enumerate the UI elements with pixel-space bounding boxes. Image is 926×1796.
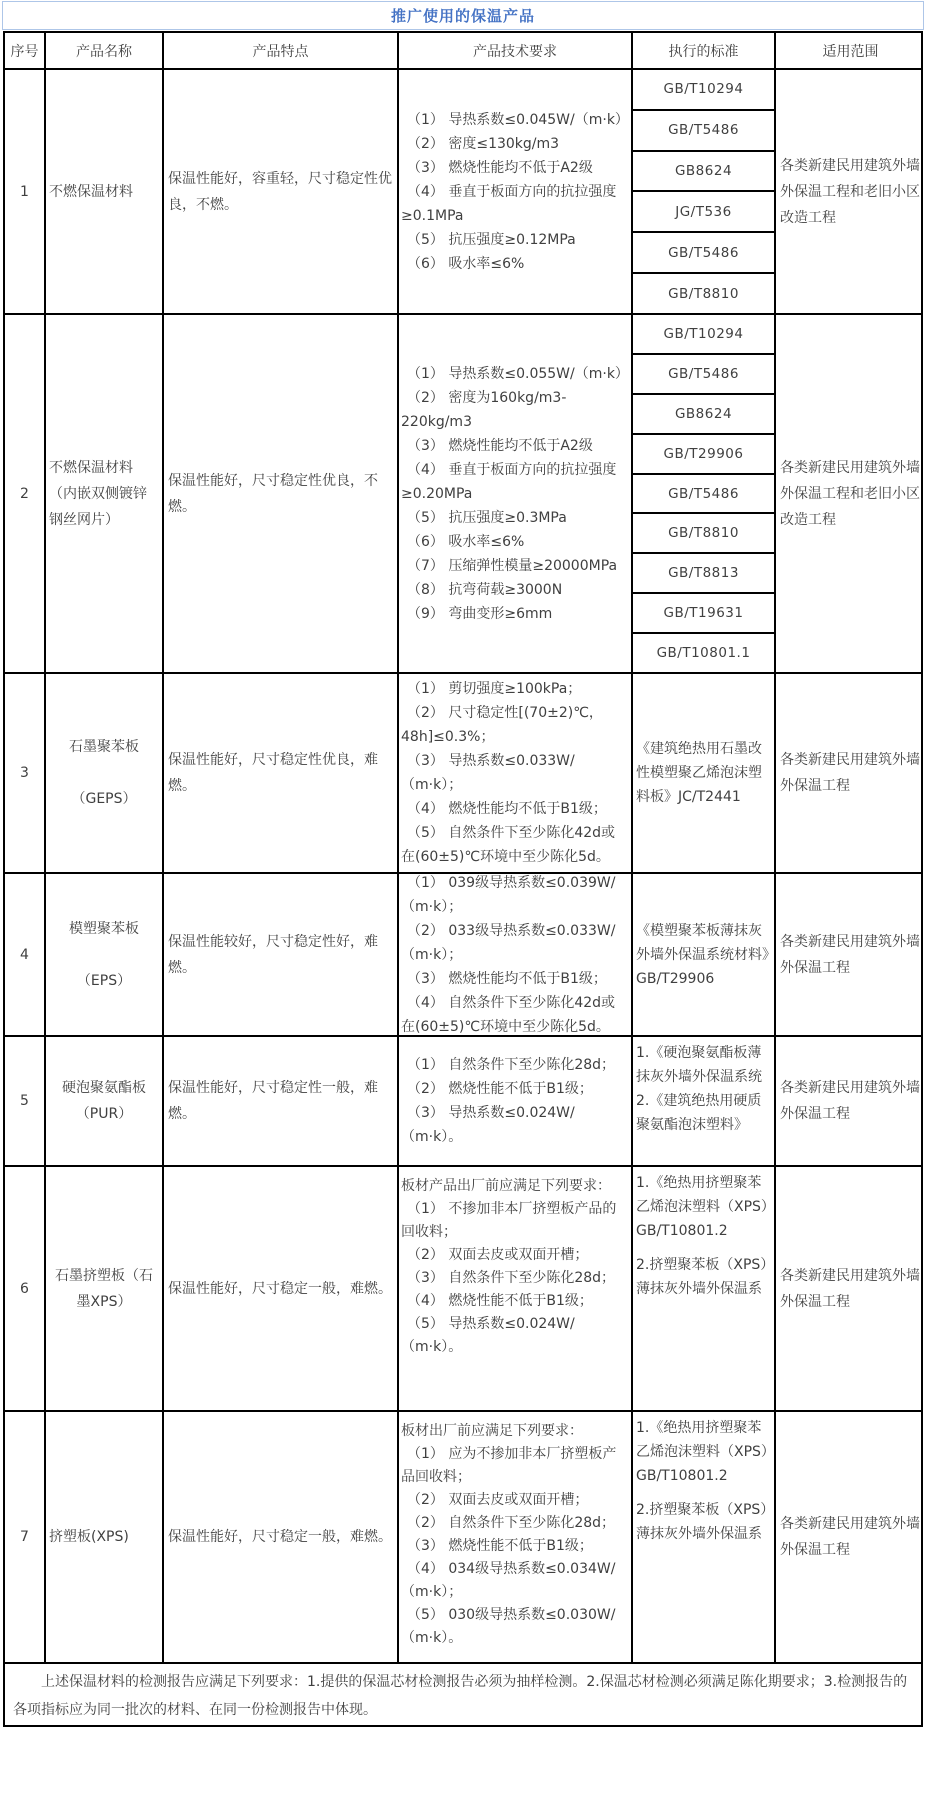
product-name-abbr: （EPS） <box>76 972 132 989</box>
table-row <box>5 672 921 872</box>
standard-item: GB/T5486 <box>633 111 774 152</box>
cell-product-features <box>162 315 397 672</box>
product-features-text: 保温性能好，尺寸稳定性优良，不燃。 <box>168 472 378 515</box>
requirement-item: （4） 燃烧性能均不低于B1级； <box>407 801 607 817</box>
cell-technical-requirements <box>397 1167 631 1410</box>
standard-item: JG/T536 <box>633 192 774 233</box>
cell-serial-number: 1 <box>20 183 29 200</box>
standard-item: 1.《绝热用挤塑聚苯乙烯泡沫塑料（XPS）GB/T10801.2 <box>636 1420 768 1484</box>
scope-text: 各类新建民用建筑外墙外保温工程 <box>780 933 920 976</box>
cell-standards <box>631 315 774 672</box>
requirement-item: （3） 燃烧性能均不低于A2级 <box>407 159 593 176</box>
cell-serial-number: 3 <box>20 765 29 781</box>
cell-standards <box>631 674 774 872</box>
standard-item: GB/T5486 <box>633 233 774 274</box>
cell-product-features <box>162 70 397 313</box>
requirement-item: （7） 压缩弹性模量≥20000MPa <box>407 557 618 574</box>
requirement-item: （4） 燃烧性能不低于B1级； <box>407 1293 593 1309</box>
standard-item: GB8624 <box>633 152 774 193</box>
standard-item: 1.《硬泡聚氨酯板薄抹灰外墙外保温系统 <box>636 1045 762 1085</box>
cell-product-features <box>162 1167 397 1410</box>
cell-product-name <box>44 70 162 313</box>
column-header-serial: 序号 <box>10 43 39 60</box>
requirement-item: （2） 双面去皮或双面开槽； <box>407 1247 589 1263</box>
product-name-text: 不燃保温材料（内嵌双侧镀锌钢丝网片） <box>49 459 147 528</box>
product-name-abbr: （PUR） <box>75 1106 133 1122</box>
cell-product-name <box>44 874 162 1035</box>
cell-standards <box>631 1412 774 1662</box>
product-features-text: 保温性能好，尺寸稳定性优良，难燃。 <box>168 752 378 794</box>
requirement-item: （3） 燃烧性能均不低于B1级； <box>407 970 607 987</box>
scope-text: 各类新建民用建筑外墙外保温工程 <box>780 1267 920 1310</box>
cell-standards <box>631 1037 774 1165</box>
product-features-text: 保温性能好，尺寸稳定一般，难燃。 <box>168 1529 392 1545</box>
footer-note-text: 上述保温材料的检测报告应满足下列要求：1.提供的保温芯材检测报告必须为抽样检测。2.保温芯材检测必须满足陈化期要求；3.检测报告的各项指标应为同一批次的材料、在同一份检测报告中体现。 <box>13 1674 908 1718</box>
requirement-item: （2） 033级导热系数≤0.033W/（m·k）； <box>401 922 616 963</box>
product-features-text: 保温性能较好，尺寸稳定性好，难燃。 <box>168 933 378 976</box>
cell-scope <box>774 315 925 672</box>
cell-technical-requirements <box>397 315 631 672</box>
product-name-text: 硬泡聚氨酯板 <box>62 1080 146 1096</box>
cell-technical-requirements <box>397 874 631 1035</box>
table-row <box>5 1035 921 1165</box>
requirement-item: （2） 密度为160kg/m3-220kg/m3 <box>401 389 567 430</box>
title-bar <box>2 1 924 30</box>
cell-scope <box>774 70 925 313</box>
requirement-item: （1） 应为不掺加非本厂挤塑板产品回收料； <box>401 1446 617 1485</box>
cell-serial-number: 5 <box>20 1093 29 1109</box>
requirement-item: （5） 导热系数≤0.024W/（m·k）。 <box>401 1316 575 1355</box>
table-row <box>5 68 921 313</box>
requirement-intro: 板材出厂前应满足下列要求： <box>401 1423 583 1439</box>
table-footer-note <box>5 1662 921 1725</box>
cell-product-name <box>44 315 162 672</box>
requirement-item: （3） 燃烧性能均不低于A2级 <box>407 437 593 454</box>
cell-serial-number: 7 <box>20 1529 29 1545</box>
column-header-requirements: 产品技术要求 <box>397 33 631 68</box>
scope-text: 各类新建民用建筑外墙外保温工程和老旧小区改造工程 <box>780 459 920 528</box>
table-header-row <box>5 33 921 68</box>
cell-scope <box>774 1412 925 1662</box>
product-name-text: 模塑聚苯板 <box>69 920 139 937</box>
cell-serial-number: 6 <box>20 1280 29 1297</box>
requirement-item: （3） 自然条件下至少陈化28d； <box>407 1270 616 1286</box>
standard-item: GB/T10294 <box>633 315 774 355</box>
cell-product-name <box>44 1412 162 1662</box>
requirement-item: （1） 剪切强度≥100kPa； <box>407 681 582 697</box>
product-name-abbr: （GEPS） <box>71 791 137 807</box>
product-name-text: 石墨聚苯板 <box>69 739 139 755</box>
page-title: 推广使用的保温产品 <box>390 7 535 25</box>
table-row <box>5 872 921 1035</box>
standard-item: 2.《建筑绝热用硬质聚氨酯泡沫塑料》 <box>636 1093 762 1133</box>
table-row <box>5 1165 921 1410</box>
cell-product-features <box>162 874 397 1035</box>
table-row <box>5 313 921 672</box>
standard-item: 《模塑聚苯板薄抹灰外墙外保温系统材料》GB/T29906 <box>636 922 769 987</box>
requirement-item: （1） 导热系数≤0.055W/（m·k） <box>407 365 629 382</box>
cell-serial-number: 4 <box>20 946 29 963</box>
cell-product-features <box>162 1037 397 1165</box>
cell-product-features <box>162 1412 397 1662</box>
cell-standards <box>631 1167 774 1410</box>
standard-item: 2.挤塑聚苯板（XPS）薄抹灰外墙外保温系 <box>636 1502 768 1542</box>
requirement-item: （2） 燃烧性能不低于B1级； <box>407 1081 593 1097</box>
standard-item: GB8624 <box>633 395 774 435</box>
scope-text: 各类新建民用建筑外墙外保温工程 <box>780 752 920 794</box>
products-table <box>3 31 923 1727</box>
requirement-item: （4） 垂直于板面方向的抗拉强度≥0.1MPa <box>401 183 617 224</box>
requirement-item: （3） 导热系数≤0.033W/（m·k）； <box>401 753 575 793</box>
standard-item: GB/T5486 <box>633 475 774 515</box>
standard-item: 1.《绝热用挤塑聚苯乙烯泡沫塑料（XPS）GB/T10801.2 <box>636 1175 768 1239</box>
cell-scope <box>774 874 925 1035</box>
product-name-text: 挤塑板(XPS) <box>49 1529 129 1545</box>
requirement-item: （5） 030级导热系数≤0.030W/（m·k）。 <box>401 1607 616 1646</box>
requirement-item: （6） 吸水率≤6% <box>407 533 525 550</box>
standard-item: 2.挤塑聚苯板（XPS）薄抹灰外墙外保温系 <box>636 1257 768 1297</box>
cell-standards <box>631 70 774 313</box>
cell-scope <box>774 674 925 872</box>
cell-scope <box>774 1037 925 1165</box>
standard-item: 《建筑绝热用石墨改性模塑聚乙烯泡沫塑料板》JC/T2441 <box>636 741 762 805</box>
requirement-item: （8） 抗弯荷载≥3000N <box>407 581 563 598</box>
standard-item: GB/T8813 <box>633 554 774 594</box>
insulation-products-table-page <box>0 1 926 1796</box>
cell-technical-requirements <box>397 1412 631 1662</box>
scope-text: 各类新建民用建筑外墙外保温工程 <box>780 1080 920 1122</box>
requirement-item: （1） 不掺加非本厂挤塑板产品的回收料； <box>401 1201 617 1240</box>
product-name-text: 不燃保温材料 <box>49 183 133 200</box>
product-features-text: 保温性能好，容重轻，尺寸稳定性优良，不燃。 <box>168 170 392 213</box>
requirement-item: （1） 自然条件下至少陈化28d； <box>407 1057 616 1073</box>
column-header-features: 产品特点 <box>162 33 397 68</box>
standard-item: GB/T10294 <box>633 70 774 111</box>
column-header-standards: 执行的标准 <box>631 33 774 68</box>
scope-text: 各类新建民用建筑外墙外保温工程和老旧小区改造工程 <box>780 157 920 226</box>
standard-item: GB/T8810 <box>668 285 739 302</box>
requirement-item: （5） 抗压强度≥0.12MPa <box>407 231 576 248</box>
cell-product-name <box>44 674 162 872</box>
requirement-item: （2） 密度≤130kg/m3 <box>407 135 560 152</box>
cell-scope <box>774 1167 925 1410</box>
requirement-item: （1） 导热系数≤0.045W/（m·k） <box>407 111 629 128</box>
product-name-text: 石墨挤塑板（石墨XPS） <box>55 1267 153 1310</box>
cell-technical-requirements <box>397 70 631 313</box>
requirement-item: （5） 抗压强度≥0.3MPa <box>407 509 567 526</box>
cell-product-features <box>162 674 397 872</box>
requirement-item: （2） 尺寸稳定性[(70±2)℃，48h]≤0.3%； <box>401 705 603 745</box>
product-features-text: 保温性能好，尺寸稳定性一般，难燃。 <box>168 1080 378 1122</box>
requirement-intro: 板材产品出厂前应满足下列要求： <box>401 1178 611 1194</box>
cell-technical-requirements <box>397 1037 631 1165</box>
standard-item: GB/T10801.1 <box>656 645 751 662</box>
cell-product-name <box>44 1037 162 1165</box>
column-header-scope: 适用范围 <box>774 33 925 68</box>
requirement-item: （2） 双面去皮或双面开槽； <box>407 1492 589 1508</box>
requirement-item: （3） 燃烧性能不低于B1级； <box>407 1538 593 1554</box>
cell-standards <box>631 874 774 1035</box>
requirement-item: （9） 弯曲变形≥6mm <box>407 605 553 622</box>
cell-product-name <box>44 1167 162 1410</box>
standard-item: GB/T8810 <box>633 514 774 554</box>
requirement-item: （3） 导热系数≤0.024W/（m·k）。 <box>401 1105 575 1145</box>
requirement-item: （5） 自然条件下至少陈化42d或在(60±5)℃环境中至少陈化5d。 <box>401 825 616 865</box>
requirement-item: （4） 034级导热系数≤0.034W/（m·k）； <box>401 1561 616 1600</box>
requirement-item: （4） 垂直于板面方向的抗拉强度≥0.20MPa <box>401 461 617 502</box>
standard-item: GB/T19631 <box>633 594 774 634</box>
table-row <box>5 1410 921 1662</box>
cell-serial-number: 2 <box>20 485 29 502</box>
product-features-text: 保温性能好，尺寸稳定一般，难燃。 <box>168 1280 392 1297</box>
requirement-item: （6） 吸水率≤6% <box>407 255 525 272</box>
cell-technical-requirements <box>397 674 631 872</box>
column-header-name: 产品名称 <box>44 33 162 68</box>
standard-item: GB/T29906 <box>633 435 774 475</box>
requirement-item: （2） 自然条件下至少陈化28d； <box>407 1515 616 1531</box>
requirement-item: （1） 039级导热系数≤0.039W/（m·k）； <box>401 874 616 915</box>
scope-text: 各类新建民用建筑外墙外保温工程 <box>780 1516 920 1558</box>
standard-item: GB/T5486 <box>633 355 774 395</box>
requirement-item: （4） 自然条件下至少陈化42d或在(60±5)℃环境中至少陈化5d。 <box>401 994 616 1035</box>
